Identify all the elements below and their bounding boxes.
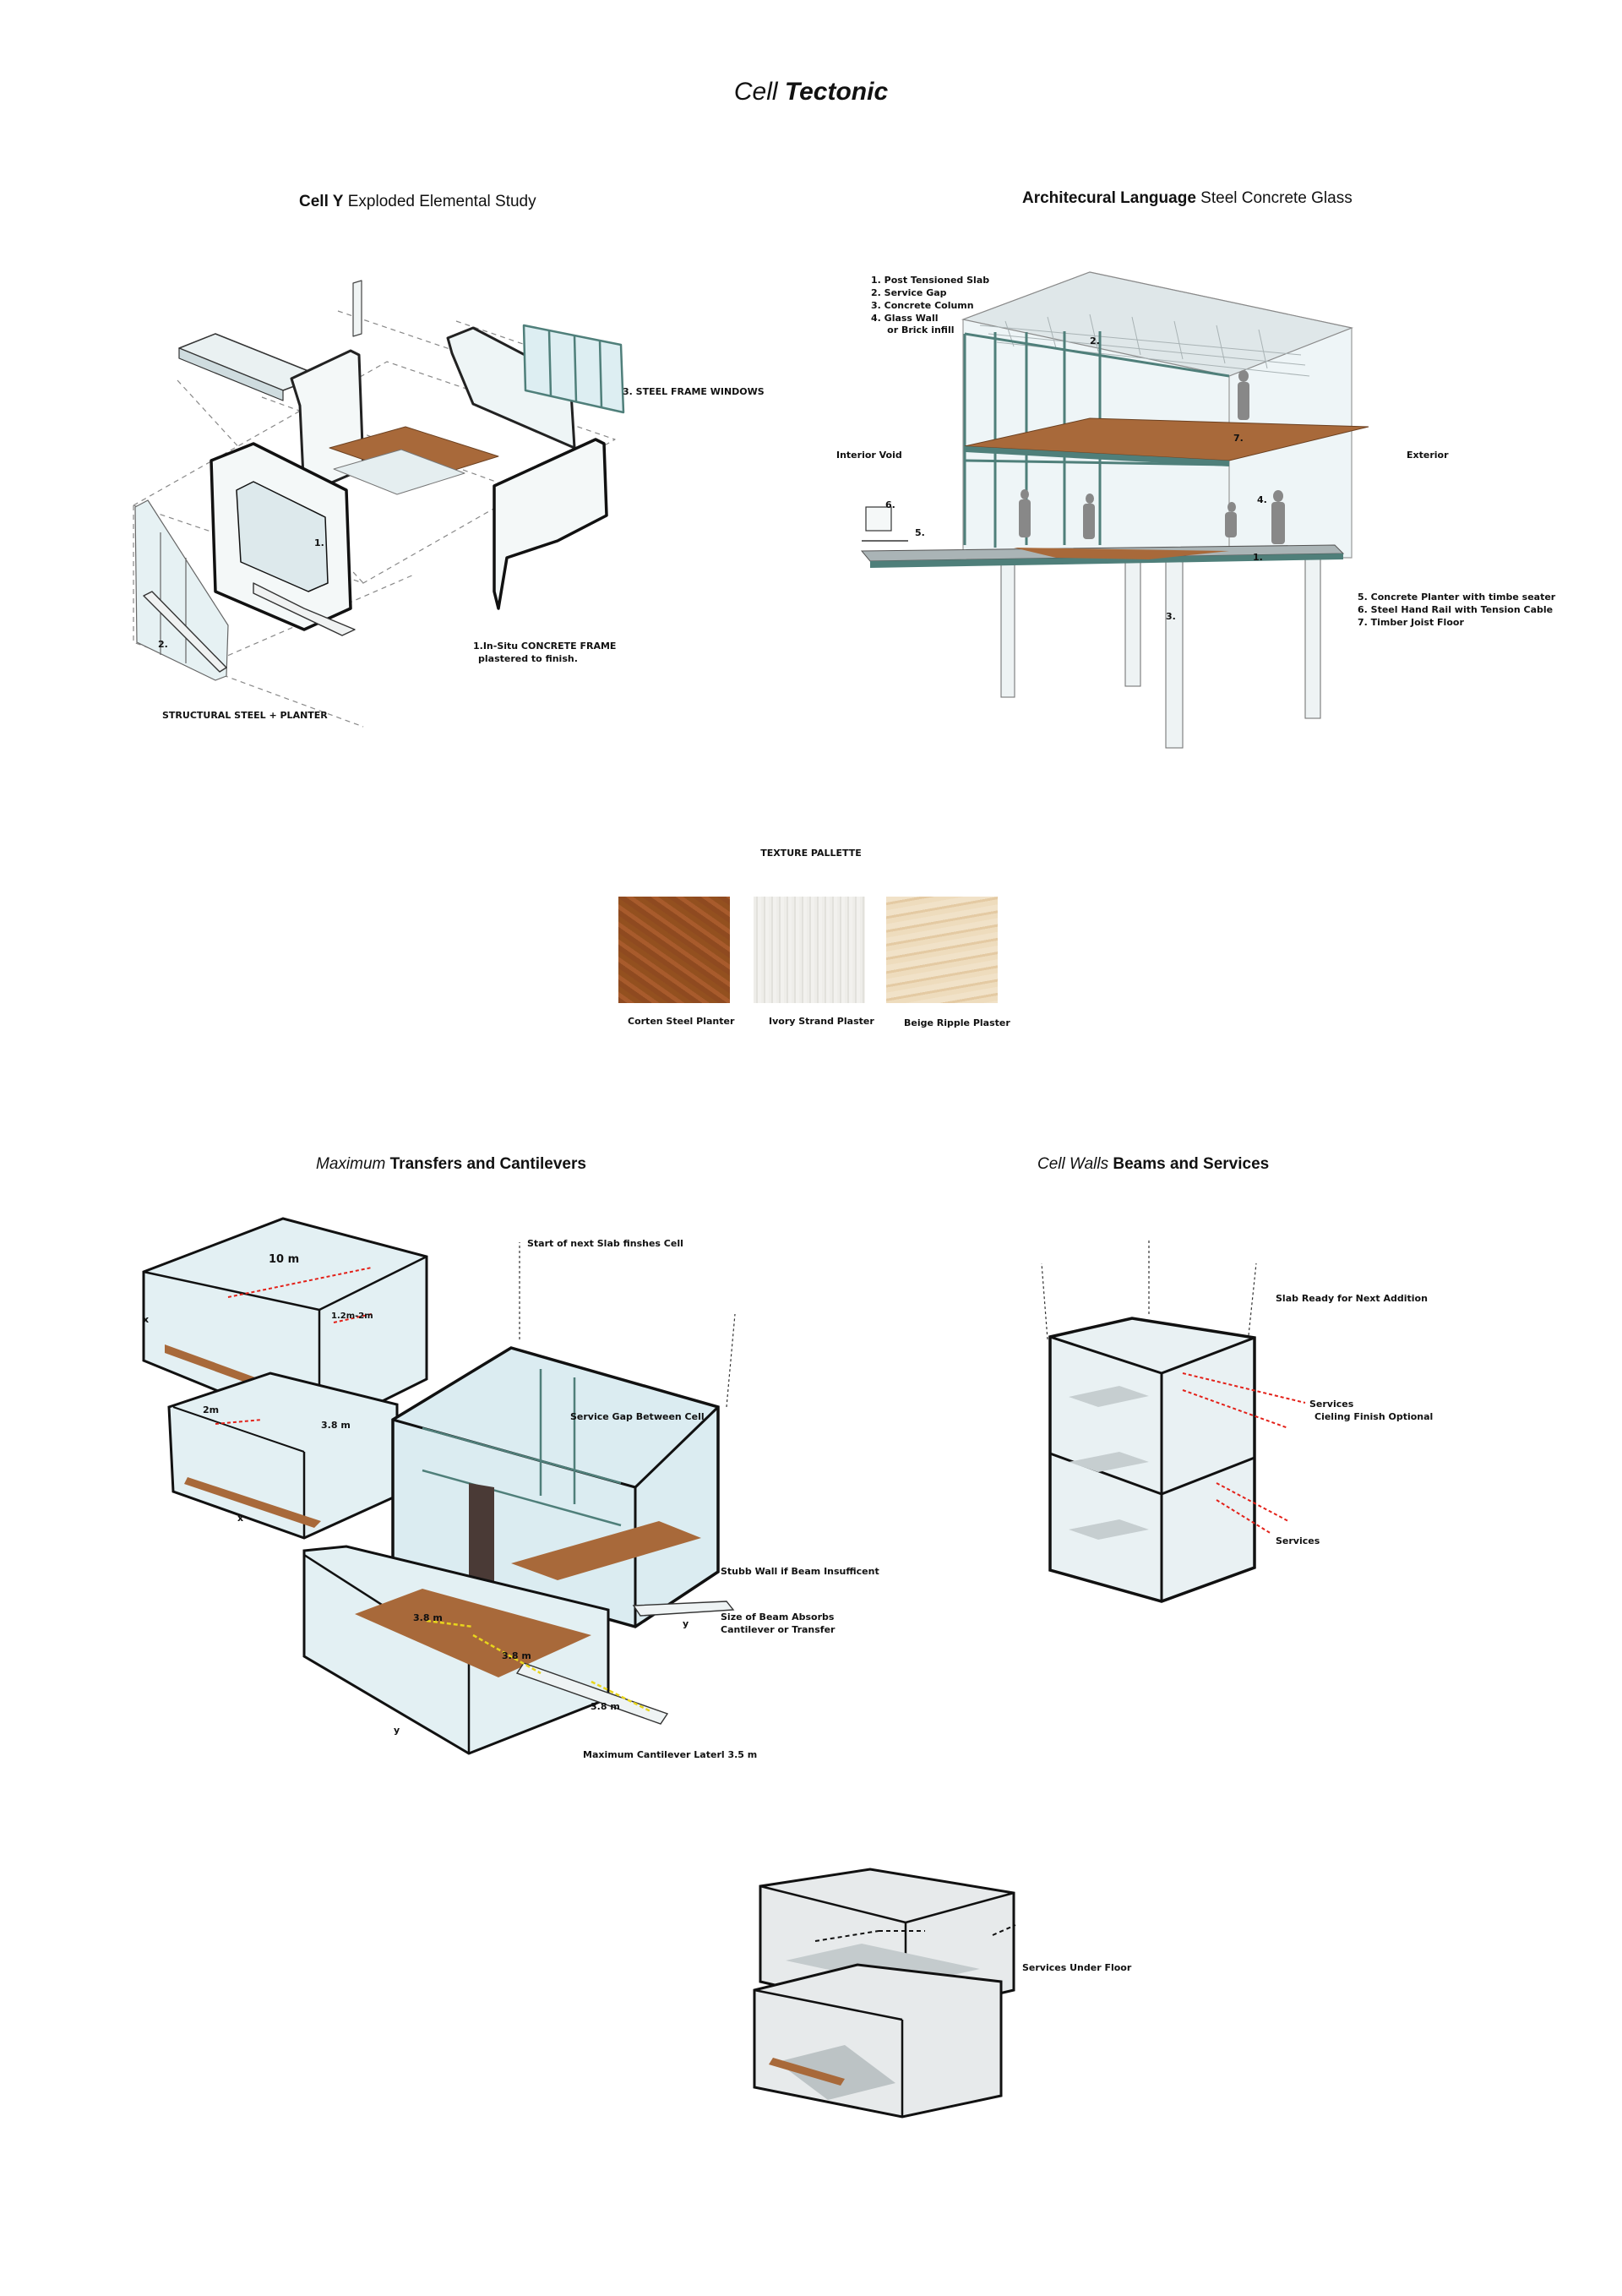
language-legend-item: 2. Service Gap bbox=[871, 286, 947, 298]
language-legend-item: or Brick infill bbox=[871, 324, 955, 336]
transfers-dim-38d: 3.8 m bbox=[591, 1701, 620, 1712]
exploded-label-frame-line2: plastered to finish. bbox=[478, 652, 578, 664]
texture-label-beige: Beige Ripple Plaster bbox=[904, 1017, 1010, 1028]
transfers-start-next: Start of next Slab finshes Cell bbox=[527, 1238, 683, 1249]
language-title-rest: Steel Concrete Glass bbox=[1200, 189, 1353, 207]
language-legend-item: 7. Timber Joist Floor bbox=[1358, 616, 1464, 628]
language-legend-item: 5. Concrete Planter with timbe seater bbox=[1358, 592, 1556, 603]
language-n3: 3. bbox=[1166, 611, 1176, 622]
exploded-title-rest: Exploded Elemental Study bbox=[347, 193, 536, 210]
language-legend-item: 3. Concrete Column bbox=[871, 299, 974, 311]
exploded-title-bold: Cell Y bbox=[299, 193, 344, 210]
transfers-beam-line2: Cantilever or Transfer bbox=[721, 1623, 835, 1635]
language-n7: 7. bbox=[1233, 433, 1244, 444]
transfers-stubb-wall: Stubb Wall if Beam Insufficent bbox=[721, 1566, 879, 1577]
transfers-axis-y2: y bbox=[394, 1725, 400, 1736]
transfers-max-cantilever: Maximum Cantilever Laterl 3.5 m bbox=[583, 1749, 758, 1760]
page-title-bold: Tectonic bbox=[784, 78, 889, 106]
language-n5: 5. bbox=[915, 527, 925, 538]
language-interior-void: Interior Void bbox=[836, 450, 902, 461]
under-floor-cell-bottom bbox=[754, 1965, 1001, 2117]
texture-heading: TEXTURE PALLETTE bbox=[760, 848, 862, 859]
exploded-label-one: 1. bbox=[314, 537, 324, 548]
walls-services-1-line1: Services bbox=[1309, 1399, 1354, 1410]
language-n4: 4. bbox=[1257, 494, 1267, 505]
transfers-title-italic: Maximum bbox=[316, 1155, 386, 1173]
language-n1-top: 2. bbox=[1090, 335, 1100, 346]
language-exterior: Exterior bbox=[1407, 450, 1449, 461]
language-n6: 6. bbox=[885, 499, 895, 510]
exploded-label-windows: 3. STEEL FRAME WINDOWS bbox=[623, 386, 765, 397]
exploded-label-frame-line1: 1.In-Situ CONCRETE FRAME bbox=[473, 641, 617, 652]
texture-label-corten: Corten Steel Planter bbox=[628, 1016, 735, 1027]
walls-services-1-line2: Cieling Finish Optional bbox=[1314, 1410, 1434, 1422]
transfers-axis-x2: x bbox=[237, 1513, 244, 1524]
transfers-dim-38c: 3.8 m bbox=[502, 1650, 531, 1661]
transfers-axis-x1: x bbox=[143, 1314, 150, 1325]
transfers-dim-12: 1.2m-2m bbox=[331, 1312, 373, 1321]
transfers-beam-line1: Size of Beam Absorbs bbox=[721, 1612, 835, 1622]
language-legend-item: 4. Glass Wall bbox=[871, 312, 939, 324]
transfers-dim-2m: 2m bbox=[203, 1404, 220, 1415]
transfers-dim-10m: 10 m bbox=[269, 1253, 300, 1266]
transfers-dim-38a: 3.8 m bbox=[321, 1420, 351, 1431]
walls-title-italic: Cell Walls bbox=[1037, 1155, 1109, 1173]
transfers-dim-38b: 3.8 m bbox=[413, 1612, 443, 1623]
walls-slab-ready: Slab Ready for Next Addition bbox=[1276, 1293, 1428, 1304]
page-title-italic: Cell bbox=[733, 78, 778, 106]
language-n1: 1. bbox=[1253, 552, 1263, 563]
language-legend-item: 6. Steel Hand Rail with Tension Cable bbox=[1358, 603, 1554, 615]
texture-label-ivory: Ivory Strand Plaster bbox=[769, 1016, 874, 1027]
under-floor-label: Services Under Floor bbox=[1022, 1962, 1132, 1973]
exploded-label-two: 2. bbox=[158, 639, 168, 650]
transfers-axis-y1: y bbox=[683, 1618, 689, 1629]
language-legend-item: 1. Post Tensioned Slab bbox=[871, 275, 990, 286]
language-title-bold: Architecural Language bbox=[1022, 189, 1196, 207]
transfers-service-gap: Service Gap Between Cell bbox=[570, 1411, 705, 1422]
transfers-title-bold: Transfers and Cantilevers bbox=[389, 1155, 586, 1173]
exploded-label-structural: STRUCTURAL STEEL + PLANTER bbox=[162, 710, 328, 721]
walls-title-bold: Beams and Services bbox=[1113, 1155, 1270, 1173]
walls-services-2: Services bbox=[1276, 1535, 1320, 1546]
